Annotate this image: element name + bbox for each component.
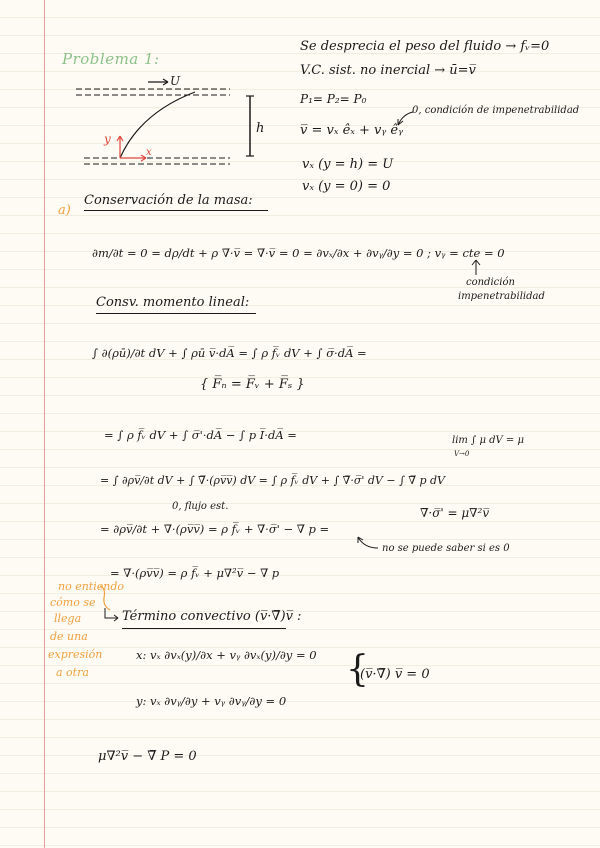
pressure-unknown-note: no se puede saber si es 0 — [382, 543, 510, 554]
mass-conservation-equation: ∂m/∂t = 0 = dρ/dt + ρ ∇̅·v̅ = ∇̅·v̅ = 0 = ∂vₓ/∂x + ∂vᵧ/∂y = 0 ; vᵧ = cte = 0 — [92, 246, 505, 260]
momentum-equation-5: = ∇̅·(ρv̅v̅) = ρ f̅ᵥ + μ∇²v̅ − ∇̅ p — [110, 566, 280, 580]
momentum-equation-2: = ∫ ρ f̅ᵥ dV + ∫ σ̅'·dA̅ − ∫ p I̅·dA̅ = — [104, 428, 297, 442]
header-note-frame: V.C. sist. no inercial → ū=v̅ — [300, 63, 476, 78]
side-note-line4: de una — [50, 630, 88, 643]
pressure-note-arrow — [354, 534, 380, 552]
velocity-field: v̅ = vₓ êₓ + vᵧ êᵧ — [300, 123, 404, 138]
side-note-line2: cómo se — [50, 596, 96, 609]
side-note-line1: no entiendo — [58, 580, 124, 593]
figure-u-label: U — [170, 74, 181, 88]
flow-diagram — [70, 78, 280, 178]
momentum-heading-underline — [96, 313, 256, 314]
convective-arrow — [102, 606, 122, 624]
momentum-heading: Consv. momento lineal: — [96, 295, 250, 310]
momentum-equation-1: ∫ ∂(ρū)/∂t dV + ∫ ρū v̅·dA̅ = ∫ ρ f̅ᵥ dV + ∫ σ̅·dA̅ = — [92, 346, 367, 360]
problem-title: Problema 1: — [62, 50, 160, 68]
page-margin-line — [44, 0, 45, 848]
figure-h-label: h — [256, 121, 265, 136]
header-note-weight: Se desprecia el peso del fluido → fᵥ=0 — [300, 39, 550, 54]
limit-subscript: V→0 — [454, 450, 470, 458]
steady-flow-note: 0, flujo est. — [172, 501, 229, 512]
condition-note-line1: condición — [466, 277, 515, 288]
convective-heading: Término convectivo (v̅·∇̅)v̅ : — [122, 609, 302, 624]
limit-note: lim ∫ μ dV = μ — [452, 435, 524, 446]
mass-conservation-heading: Conservación de la masa: — [84, 193, 253, 208]
boundary-condition-top: vₓ (y = h) = U — [302, 157, 394, 172]
system-brace: { — [346, 649, 369, 690]
momentum-equation-3: = ∫ ∂ρv̅/∂t dV + ∫ ∇̅·(ρv̅v̅) dV = ∫ ρ f̅ᵥ dV + ∫ ∇̅·σ̅' dV − ∫ ∇̅ p dV — [100, 474, 446, 487]
convective-result: (v̅·∇̅) v̅ = 0 — [360, 667, 430, 682]
figure-y-label: y — [104, 132, 111, 146]
momentum-equation-4: = ∂ρv̅/∂t + ∇̅·(ρv̅v̅) = ρ f̅ᵥ + ∇̅·σ̅' − ∇̅ p = — [100, 522, 330, 536]
boundary-condition-bottom: vₓ (y = 0) = 0 — [302, 179, 391, 194]
impenetrability-arrow — [395, 110, 415, 128]
convective-y-equation: y: vₓ ∂vᵧ/∂y + vᵧ ∂vᵧ/∂y = 0 — [136, 694, 287, 708]
stress-identity: ∇̅·σ̅' = μ∇²v̅ — [420, 506, 490, 520]
mass-heading-underline — [84, 210, 268, 211]
convective-heading-underline — [122, 628, 286, 629]
impenetrability-note: 0, condición de impenetrabilidad — [412, 105, 580, 116]
momentum-forces: { F̅ₙ = F̅ᵥ + F̅ₛ } — [200, 377, 305, 392]
convective-x-equation: x: vₓ ∂vₓ(y)/∂x + vᵧ ∂vₓ(y)/∂y = 0 — [136, 648, 317, 662]
side-note-line3: llega — [54, 612, 82, 625]
side-note-line6: a otra — [56, 666, 89, 679]
final-equation: μ∇²v̅ − ∇̅ P = 0 — [98, 749, 197, 764]
cte-arrow — [470, 258, 482, 276]
figure-x-label: x — [146, 147, 152, 158]
section-a-label: a) — [58, 203, 71, 218]
condition-note-line2: impenetrabilidad — [458, 291, 545, 302]
side-note-line5: expresión — [48, 648, 103, 661]
pressure-condition: P₁= P₂= P₀ — [300, 92, 367, 106]
